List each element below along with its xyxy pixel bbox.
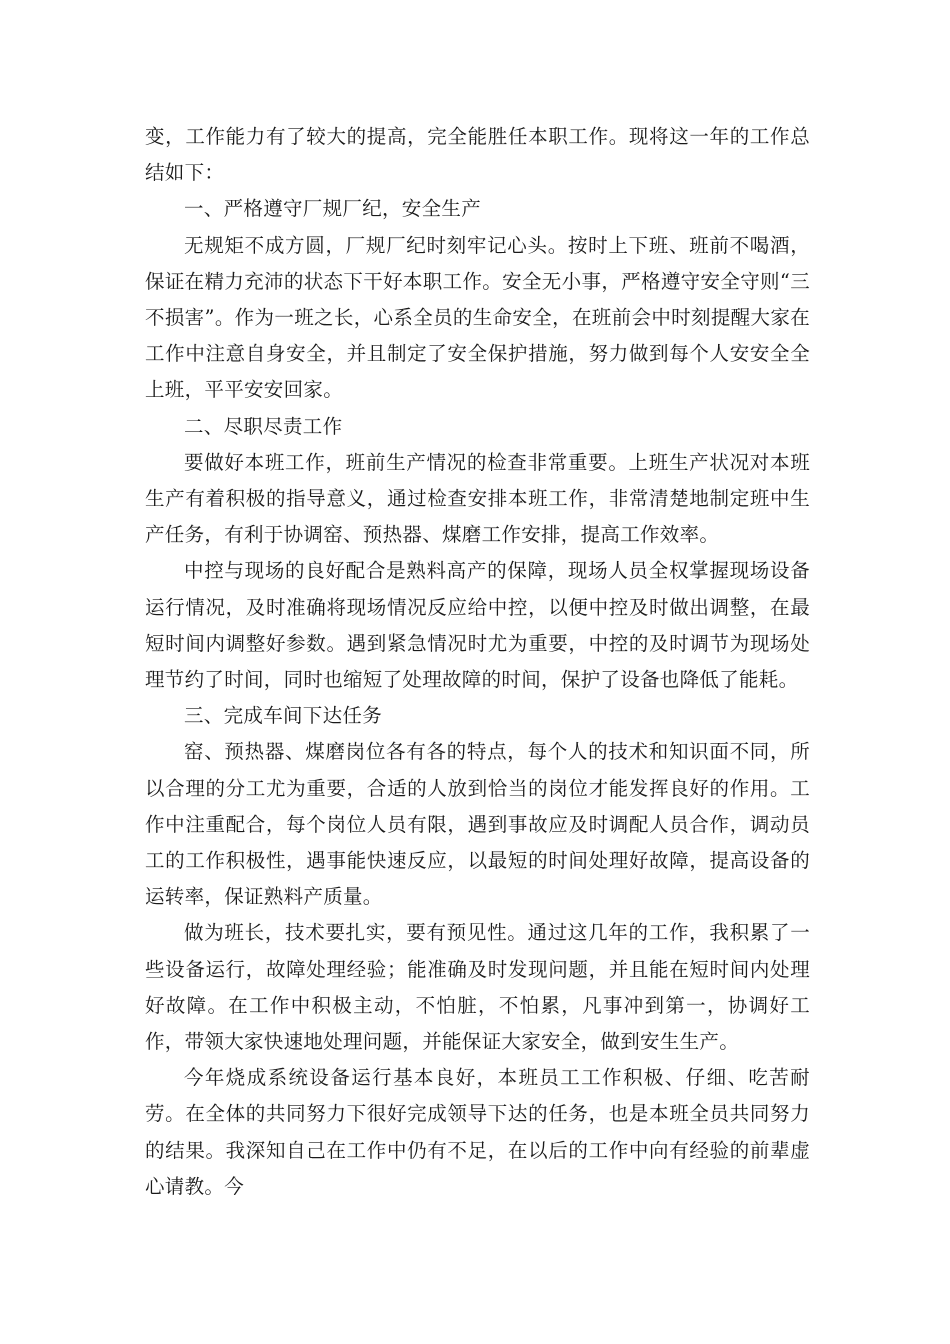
paragraph-year-summary: 今年烧成系统设备运行基本良好，本班员工工作积极、仔细、吃苦耐劳。在全体的共同努力下很好完成领导下达的任务，也是本班全员共同努力的结果。我深知自己在工作中仍有不足，在以后的工作中向有经验的前辈虚心请教。今 bbox=[145, 1066, 810, 1198]
paragraph-shift-check: 要做好本班工作，班前生产情况的检查非常重要。上班生产状况对本班生产有着积极的指导意义，通过检查安排本班工作，非常清楚地制定班中生产任务，有利于协调窑、预热器、煤磨工作安排，提高工作效率。 bbox=[145, 450, 810, 547]
section-heading-1: 一、严格遵守厂规厂纪，安全生产 bbox=[184, 197, 482, 221]
section-heading-2: 二、尽职尽责工作 bbox=[184, 414, 343, 438]
section-heading-3: 三、完成车间下达任务 bbox=[184, 704, 383, 728]
document-body bbox=[145, 119, 810, 1205]
paragraph-safety: 无规矩不成方圆，厂规厂纪时刻牢记心头。按时上下班、班前不喝酒，保证在精力充沛的状态下干好本职工作。安全无小事，严格遵守安全守则“三不损害”。作为一班之长，心系全员的生命安全，在班前会中时刻提醒大家在工作中注意自身安全，并且制定了安全保护措施，努力做到每个人安安全全上班，平平安安回家。 bbox=[145, 233, 810, 402]
paragraph-division-of-labor: 窑、预热器、煤磨岗位各有各的特点，每个人的技术和知识面不同，所以合理的分工尤为重要，合适的人放到恰当的岗位才能发挥良好的作用。工作中注重配合，每个岗位人员有限，遇到事故应及时调配人员合作，调动员工的工作积极性，遇事能快速反应，以最短的时间处理好故障，提高设备的运转率，保证熟料产质量。 bbox=[145, 740, 810, 909]
paragraph-team-leader: 做为班长，技术要扎实，要有预见性。通过这几年的工作，我积累了一些设备运行，故障处理经验；能准确及时发现问题，并且能在短时间内处理好故障。在工作中积极主动，不怕脏，不怕累，凡事冲到第一，协调好工作，带领大家快速地处理问题，并能保证大家安全，做到安生生产。 bbox=[145, 921, 810, 1054]
paragraph-control-cooperation: 中控与现场的良好配合是熟料高产的保障，现场人员全权掌握现场设备运行情况，及时准确将现场情况反应给中控，以便中控及时做出调整，在最短时间内调整好参数。遇到紧急情况时尤为重要，中控的及时调节为现场处理节约了时间，同时也缩短了处理故障的时间，保护了设备也降低了能耗。 bbox=[145, 559, 810, 692]
paragraph-intro-continuation: 变，工作能力有了较大的提高，完全能胜任本职工作。现将这一年的工作总结如下： bbox=[145, 125, 810, 185]
